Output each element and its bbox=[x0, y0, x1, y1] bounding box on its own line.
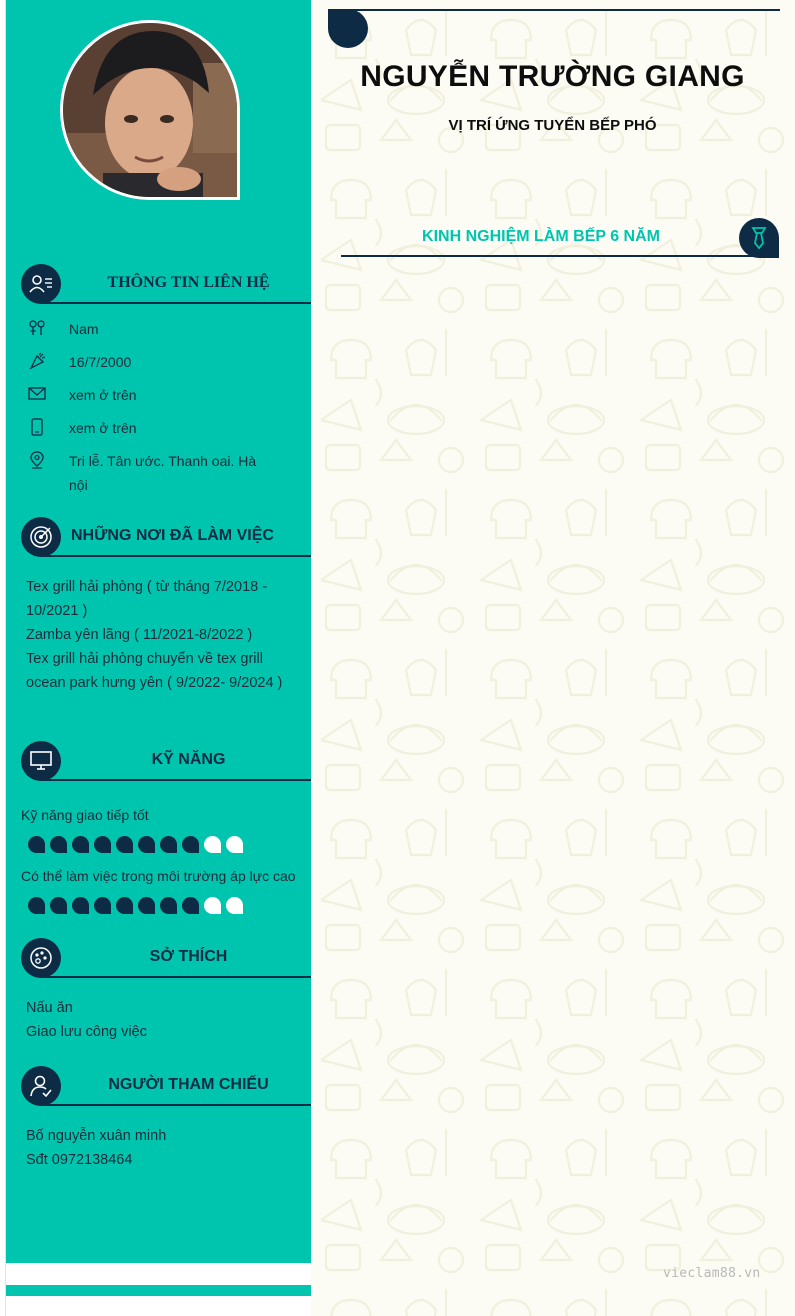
rating-dot-empty bbox=[226, 836, 243, 853]
main-content bbox=[311, 0, 795, 1316]
rating-dot-filled bbox=[94, 897, 111, 914]
section-divider bbox=[41, 779, 311, 781]
section-divider bbox=[41, 976, 311, 978]
workplace-item: Tex grill hải phòng ( từ tháng 7/2018 - 10/2021 ) bbox=[26, 579, 268, 619]
candidate-name: NGUYỄN TRƯỜNG GIANG bbox=[360, 60, 745, 93]
experience-divider bbox=[341, 255, 761, 257]
rating-dot-empty bbox=[204, 836, 221, 853]
palette-icon bbox=[21, 938, 61, 978]
contact-title: THÔNG TIN LIÊN HỆ bbox=[107, 274, 270, 291]
hobbies-title: SỞ THÍCH bbox=[149, 948, 228, 965]
contact-item-location bbox=[28, 449, 268, 497]
header-top-line bbox=[345, 9, 780, 11]
rating-dot-filled bbox=[138, 897, 155, 914]
section-divider bbox=[41, 302, 311, 304]
contact-section-header bbox=[21, 262, 311, 304]
skill-rating bbox=[28, 897, 243, 914]
reference-item: Sđt 0972138464 bbox=[26, 1152, 133, 1168]
hobby-item: Nấu ăn bbox=[26, 1000, 73, 1016]
workplaces-section-header bbox=[21, 515, 311, 557]
contact-item-gender bbox=[28, 317, 268, 341]
skills-section-header bbox=[21, 739, 311, 781]
rating-dot-filled bbox=[28, 897, 45, 914]
tie-icon bbox=[739, 218, 779, 258]
workplaces-list bbox=[26, 575, 301, 695]
contact-card-icon bbox=[21, 264, 61, 304]
contact-text: Nam bbox=[69, 321, 99, 337]
gender-icon bbox=[28, 319, 46, 337]
section-divider bbox=[41, 1104, 311, 1106]
applied-position: VỊ TRÍ ỨNG TUYỂN BẾP PHÓ bbox=[448, 117, 657, 134]
experience-title: KINH NGHIỆM LÀM BẾP 6 NĂM bbox=[422, 228, 660, 245]
rating-dot-filled bbox=[138, 836, 155, 853]
avatar-frame bbox=[60, 20, 240, 200]
skill-label: Có thể làm việc trong môi trường áp lực cao bbox=[21, 868, 296, 884]
food-pattern-background bbox=[311, 0, 795, 1316]
rating-dot-empty bbox=[204, 897, 221, 914]
rating-dot-filled bbox=[50, 897, 67, 914]
rating-dot-filled bbox=[94, 836, 111, 853]
contact-item-phone bbox=[28, 416, 268, 440]
contact-item-birthday bbox=[28, 350, 268, 374]
skill-label: Kỹ năng giao tiếp tốt bbox=[21, 807, 149, 823]
rating-dot-filled bbox=[28, 836, 45, 853]
reference-item: Bố nguyễn xuân minh bbox=[26, 1128, 167, 1144]
contact-item-email bbox=[28, 383, 268, 407]
workplace-item: Zamba yên lãng ( 11/2021-8/2022 ) bbox=[26, 627, 253, 643]
rating-dot-filled bbox=[116, 836, 133, 853]
section-divider bbox=[41, 555, 311, 557]
hobbies-section-header bbox=[21, 936, 311, 978]
skills-title: KỸ NĂNG bbox=[151, 751, 226, 768]
references-list bbox=[26, 1124, 301, 1172]
references-section-header bbox=[21, 1064, 311, 1106]
rating-dot-filled bbox=[50, 836, 67, 853]
contact-text: Tri lễ. Tân ước. Thanh oai. Hà nội bbox=[69, 453, 257, 493]
site-watermark: vieclam88.vn bbox=[663, 1266, 761, 1281]
workplaces-title: NHỮNG NƠI ĐÃ LÀM VIỆC bbox=[71, 527, 274, 544]
target-icon bbox=[21, 517, 61, 557]
user-check-icon bbox=[21, 1066, 61, 1106]
workplace-item: Tex grill hải phòng chuyển về tex grill ocean park hưng yên ( 9/2022- 9/2024 ) bbox=[26, 651, 283, 691]
contact-text: xem ở trên bbox=[69, 387, 137, 403]
hobbies-list bbox=[26, 996, 301, 1044]
rating-dot-filled bbox=[182, 836, 199, 853]
monitor-icon bbox=[21, 741, 61, 781]
rating-dot-empty bbox=[226, 897, 243, 914]
contact-text: 16/7/2000 bbox=[69, 354, 132, 370]
contact-text: xem ở trên bbox=[69, 420, 137, 436]
email-icon bbox=[28, 385, 46, 403]
phone-icon bbox=[28, 418, 46, 436]
avatar bbox=[63, 23, 237, 197]
rating-dot-filled bbox=[182, 897, 199, 914]
rating-dot-filled bbox=[72, 836, 89, 853]
rating-dot-filled bbox=[116, 897, 133, 914]
references-title: NGƯỜI THAM CHIẾU bbox=[108, 1076, 269, 1093]
rating-dot-filled bbox=[160, 836, 177, 853]
skill-rating bbox=[28, 836, 243, 853]
rating-dot-filled bbox=[72, 897, 89, 914]
avatar-photo bbox=[63, 23, 237, 197]
sidebar-footer-strip bbox=[6, 1285, 311, 1296]
rating-dot-filled bbox=[160, 897, 177, 914]
header-corner-shape bbox=[328, 9, 368, 48]
hobby-item: Giao lưu công việc bbox=[26, 1024, 147, 1040]
location-icon bbox=[28, 451, 46, 469]
birthday-icon bbox=[28, 352, 46, 370]
